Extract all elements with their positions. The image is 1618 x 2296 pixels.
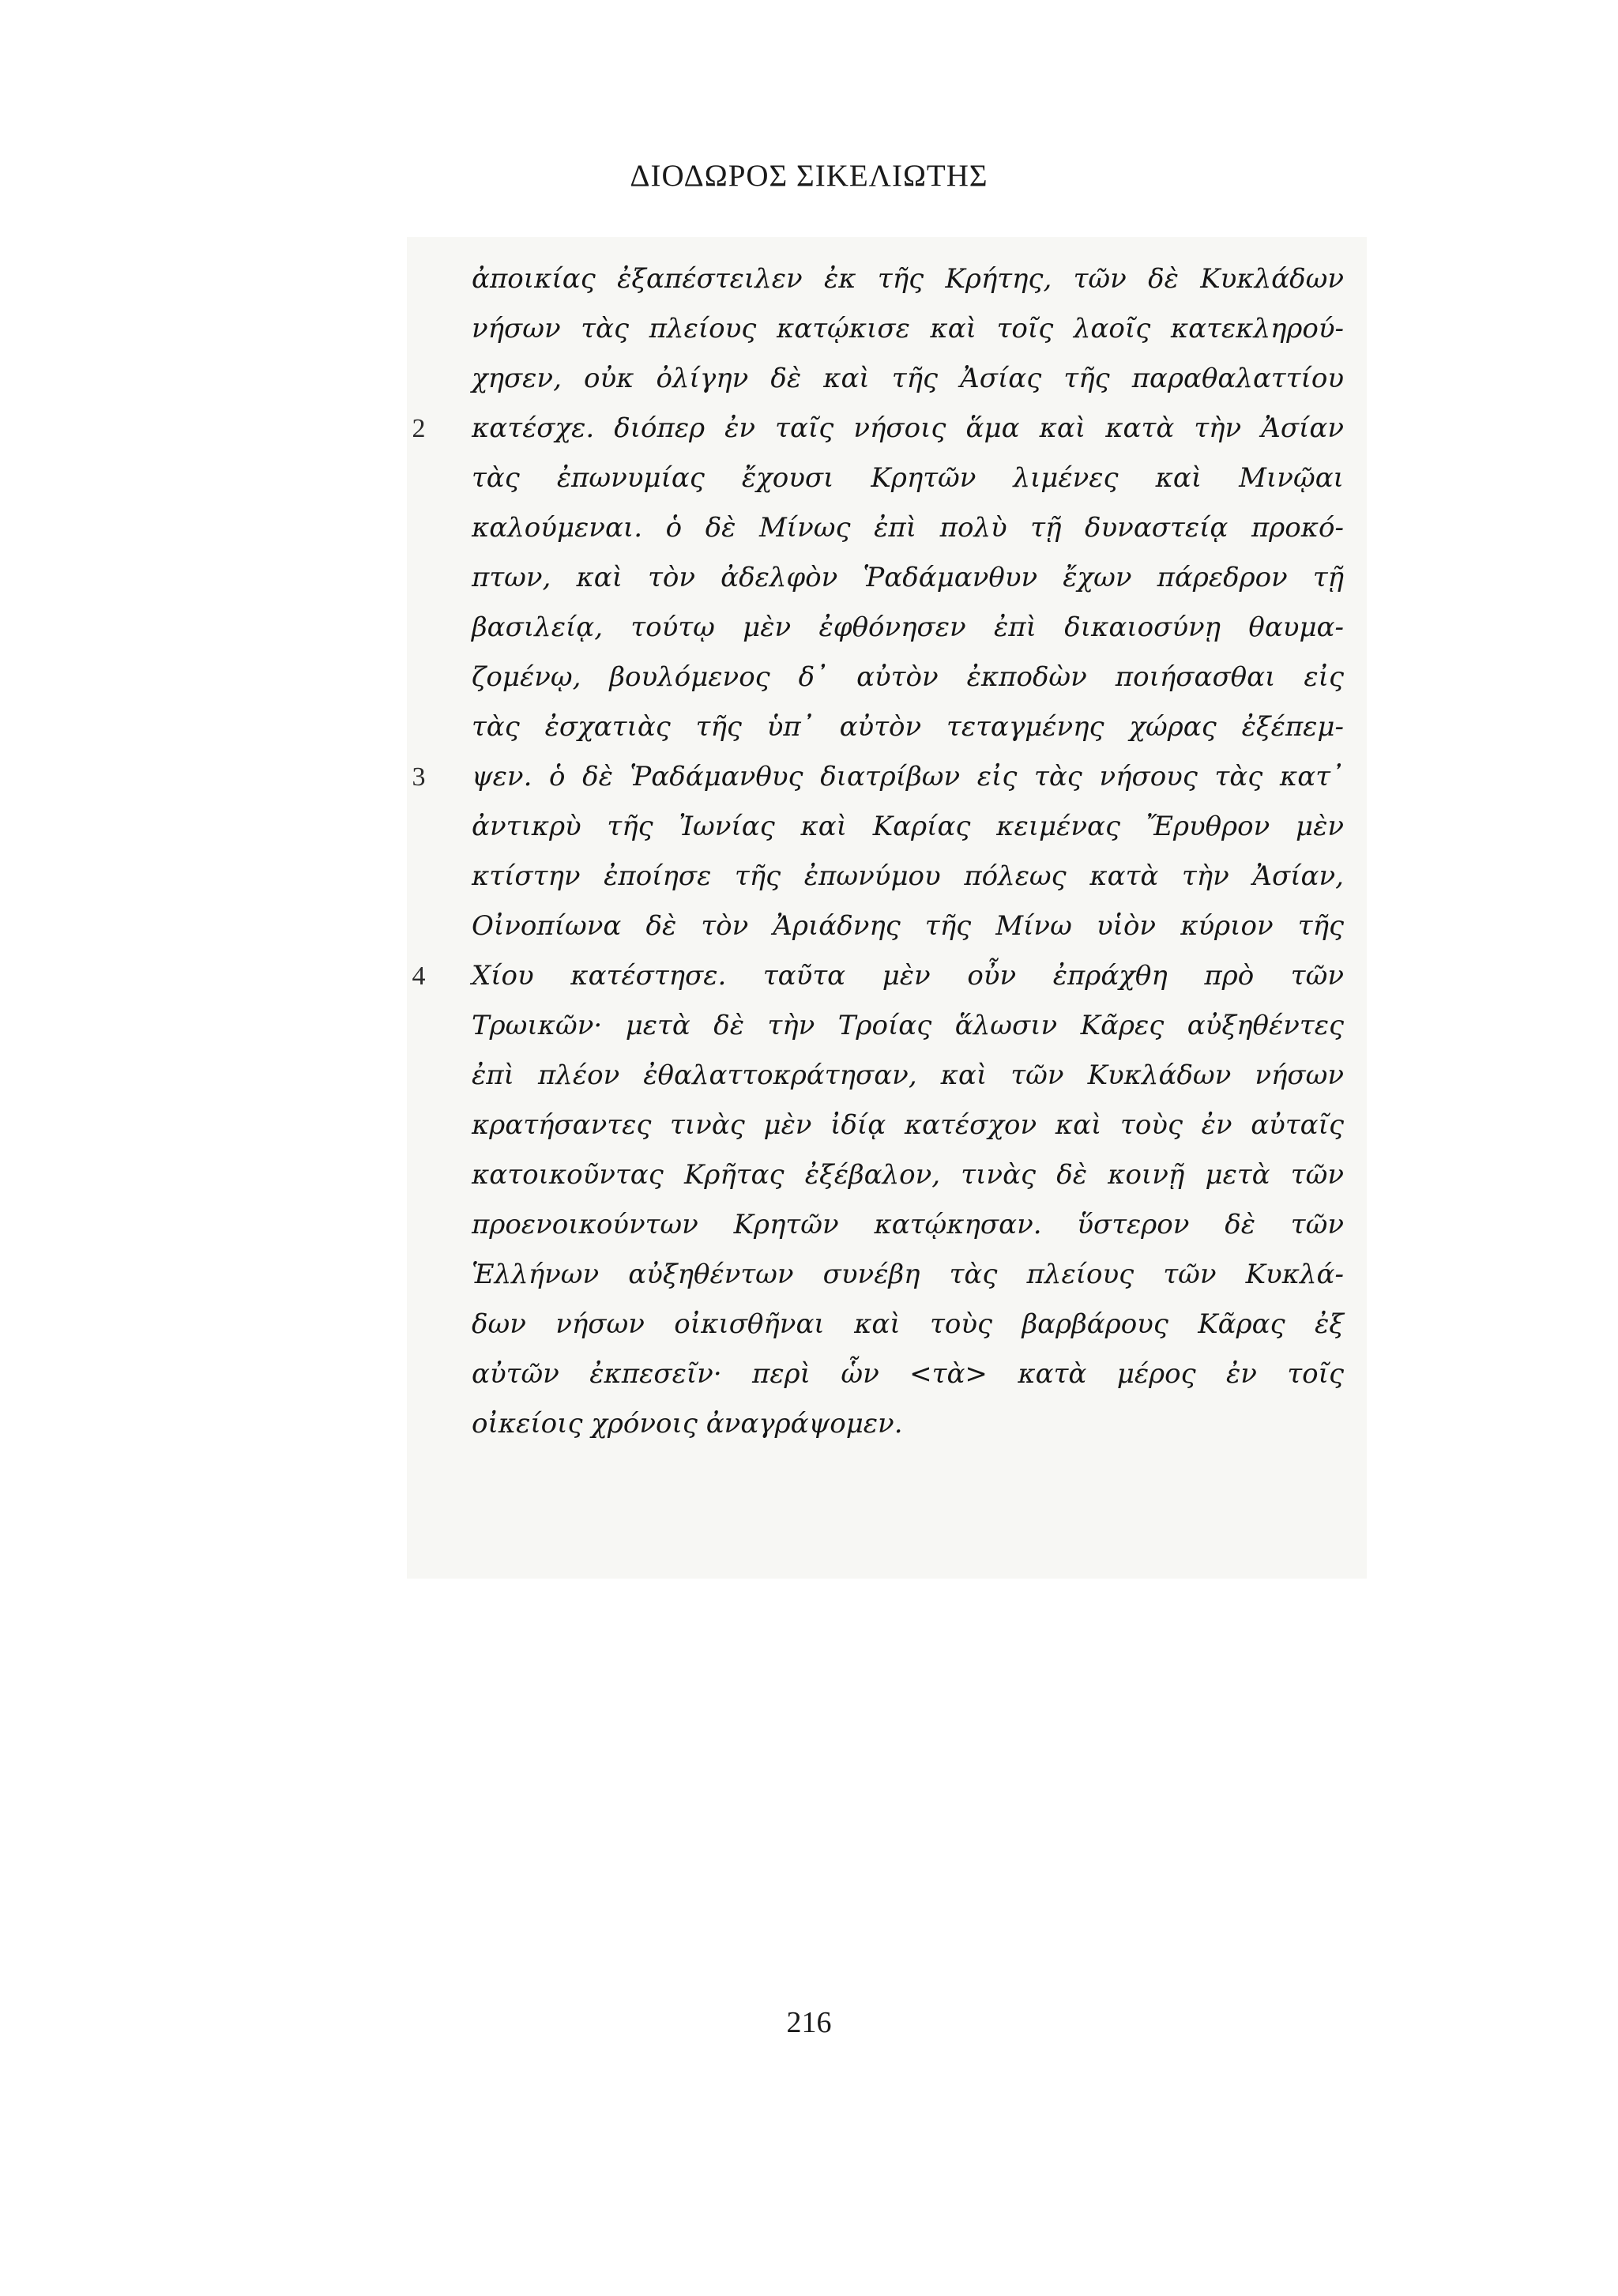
section-number: 3 [412,762,426,792]
line-text: πτων, καὶ τὸν ἀδελφὸν Ῥαδάμανθυν ἔχων πάρεδρον τῇ [472,562,1344,593]
text-line [407,1200,1367,1250]
line-text: κτίστην ἐποίησε τῆς ἐπωνύμου πόλεως κατὰ τὴν Ἀσίαν, [472,860,1344,892]
line-text: κατοικοῦντας Κρῆτας ἐξέβαλον, τινὰς δὲ κοινῇ μετὰ τῶν [472,1159,1344,1191]
text-line [407,254,1367,304]
text-line [407,503,1367,553]
line-text: βασιλείᾳ, τούτῳ μὲν ἐφθόνησεν ἐπὶ δικαιοσύνῃ θαυμα- [472,612,1344,643]
text-line [407,1001,1367,1051]
text-line [407,852,1367,901]
line-text: καλούμεναι. ὁ δὲ Μίνως ἐπὶ πολὺ τῇ δυναστείᾳ προκό- [472,512,1344,544]
line-text: δων νήσων οἰκισθῆναι καὶ τοὺς βαρβάρους Κᾶρας ἐξ [472,1308,1344,1340]
text-line [407,702,1367,752]
running-title: ΔΙΟΔΩΡΟΣ ΣΙΚΕΛΙΩΤΗΣ [630,159,988,193]
text-line [407,354,1367,404]
text-line [407,1051,1367,1101]
text-line [407,553,1367,603]
line-text: ἀποικίας ἐξαπέστειλεν ἐκ τῆς Κρήτης, τῶν δὲ Κυκλάδων [472,263,1344,295]
text-line [407,653,1367,702]
text-line [407,802,1367,852]
line-text: οἰκείοις χρόνοις ἀναγράψομεν. [472,1408,903,1440]
text-line [407,901,1367,951]
line-text: ζομένῳ, βουλόμενος δ᾽ αὐτὸν ἐκποδὼν ποιήσασθαι εἰς [472,661,1344,693]
text-line [407,603,1367,653]
page-number: 216 [786,2006,832,2039]
text-line [407,752,1367,802]
text-line [407,1150,1367,1200]
text-line [407,1300,1367,1349]
line-text: ψεν. ὁ δὲ Ῥαδάμανθυς διατρίβων εἰς τὰς νήσους τὰς κατ᾽ [472,761,1344,792]
line-text: προενοικούντων Κρητῶν κατῴκησαν. ὕστερον δὲ τῶν [472,1209,1344,1240]
scanned-text-block [407,237,1367,1579]
line-text: τὰς ἐσχατιὰς τῆς ὑπ᾽ αὐτὸν τεταγμένης χώρας ἐξέπεμ- [472,711,1344,743]
text-line [407,304,1367,354]
section-number: 2 [412,414,426,443]
line-text: νήσων τὰς πλείους κατῴκισε καὶ τοῖς λαοῖς κατεκληρού- [472,313,1344,344]
line-text: Χίου κατέστησε. ταῦτα μὲν οὖν ἐπράχθη πρὸ τῶν [472,960,1344,992]
line-text: ἀντικρὺ τῆς Ἰωνίας καὶ Καρίας κειμένας Ἔρυθρον μὲν [472,811,1344,842]
text-line [407,1250,1367,1300]
text-line [407,1349,1367,1399]
line-text: αὐτῶν ἐκπεσεῖν· περὶ ὧν <τὰ> κατὰ μέρος ἐν τοῖς [472,1358,1344,1390]
line-text: χησεν, οὐκ ὀλίγην δὲ καὶ τῆς Ἀσίας τῆς παραθαλαττίου [472,363,1344,394]
text-line [407,951,1367,1001]
text-line [407,1101,1367,1150]
line-text: Ἑλλήνων αὐξηθέντων συνέβη τὰς πλείους τῶν Κυκλά- [472,1259,1344,1290]
line-text: κατέσχε. διόπερ ἐν ταῖς νήσοις ἅμα καὶ κατὰ τὴν Ἀσίαν [472,412,1344,444]
section-number: 4 [412,962,426,991]
text-line [407,454,1367,503]
line-text: Τρωικῶν· μετὰ δὲ τὴν Τροίας ἅλωσιν Κᾶρες αὐξηθέντες [472,1010,1344,1041]
line-text: τὰς ἐπωνυμίας ἔχουσι Κρητῶν λιμένες καὶ Μινῷαι [472,462,1344,494]
text-line [407,404,1367,454]
text-line [407,1399,1367,1449]
line-text: Οἰνοπίωνα δὲ τὸν Ἀριάδνης τῆς Μίνω υἱὸν κύριον τῆς [472,910,1344,942]
line-text: κρατήσαντες τινὰς μὲν ἰδίᾳ κατέσχον καὶ τοὺς ἐν αὐταῖς [472,1109,1344,1141]
line-text: ἐπὶ πλέον ἐθαλαττοκράτησαν, καὶ τῶν Κυκλάδων νήσων [472,1060,1344,1091]
